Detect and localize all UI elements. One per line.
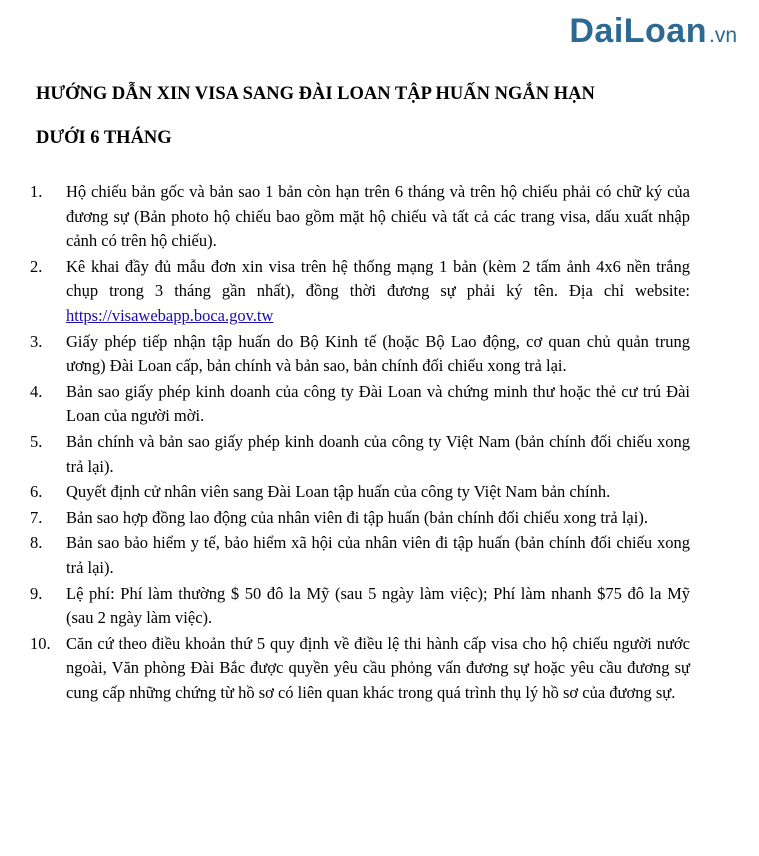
item-text-container: [66, 255, 690, 329]
item-text: Bản sao giấy phép kinh doanh của công ty Đài Loan và chứng minh thư hoặc thẻ cư trú Đài Loan của người mời.: [66, 381, 690, 426]
item-text: Kê khai đầy đủ mẫu đơn xin visa trên hệ thống mạng 1 bản (kèm 2 tấm ảnh 4x6 nền trắng chụp trong 3 tháng gần nhất), đồng thời đương sự phải ký tên. Địa chỉ website:: [66, 256, 690, 301]
list-item: [30, 480, 690, 505]
list-item: [30, 531, 690, 580]
item-number: 5.: [30, 431, 43, 451]
item-number: 1.: [30, 182, 43, 201]
item-text: Quyết định cử nhân viên sang Đài Loan tập huấn của công ty Việt Nam bản chính.: [66, 482, 611, 502]
item-text: Bản chính và bản sao giấy phép kinh doanh của công ty Việt Nam (bản chính đối chiếu xong trả lại).: [66, 431, 690, 476]
item-text: Bản sao hợp đồng lao động của nhân viên đi tập huấn (bản chính đối chiếu xong trả lại).: [66, 507, 648, 527]
list-item: [30, 380, 690, 429]
item-text: Bản sao bảo hiểm y tế, bảo hiểm xã hội của nhân viên đi tập huấn (bản chính đối chiếu xong trả lại).: [66, 533, 690, 577]
item-number: 4.: [30, 381, 43, 401]
site-logo[interactable]: [569, 12, 737, 51]
item-text: Căn cứ theo điều khoản thứ 5 quy định về điều lệ thi hành cấp visa cho hộ chiếu người nước ngoài, Văn phòng Đài Bắc được quyền yêu cầu phỏng vấn đương sự hoặc yêu cầu đương sự cung cấp những chứng từ hồ sơ có liên quan khác trong quá trình thụ lý hồ sơ của đương sự.: [66, 633, 690, 702]
visa-website-link[interactable]: https://visawebapp.boca.gov.tw: [66, 305, 274, 325]
requirements-list: [30, 180, 690, 706]
list-item: [30, 582, 690, 631]
title-line-2: DƯỚI 6 THÁNG: [36, 128, 172, 148]
logo-suffix-text: .vn: [708, 24, 737, 47]
item-text: Hộ chiếu bản gốc và bản sao 1 bản còn hạn trên 6 tháng và trên hộ chiếu phải có chữ ký của đương sự (Bản photo hộ chiếu bao gồm mặt hộ chiếu và tất cả các trang visa, dấu xuất nhập cảnh có trên hộ chiếu).: [66, 182, 690, 251]
list-item: [30, 430, 690, 479]
item-number: 6.: [30, 482, 43, 502]
list-item: [30, 255, 690, 329]
title-line-1: HƯỚNG DẪN XIN VISA SANG ĐÀI LOAN TẬP HUẤN NGẮN HẠN: [36, 84, 595, 104]
item-number: 3.: [30, 331, 43, 351]
list-item: [30, 632, 690, 706]
item-number: 10.: [30, 633, 51, 653]
item-number: 9.: [30, 583, 43, 603]
document-title: [36, 72, 726, 160]
list-item: [30, 330, 690, 379]
list-item: [30, 180, 690, 254]
item-text: Lệ phí: Phí làm thường $ 50 đô la Mỹ (sau 5 ngày làm việc); Phí làm nhanh $75 đô la Mỹ (sau 2 ngày làm việc).: [66, 583, 690, 628]
item-number: 7.: [30, 507, 43, 527]
item-number: 8.: [30, 533, 43, 553]
item-text: Giấy phép tiếp nhận tập huấn do Bộ Kinh tế (hoặc Bộ Lao động, cơ quan chủ quản trung ương) Đài Loan cấp, bản chính và bản sao, bản chính đối chiếu xong trả lại.: [66, 331, 690, 376]
list-item: [30, 506, 690, 531]
logo-main-text: DaiLoan: [569, 12, 707, 50]
item-number: 2.: [30, 256, 43, 276]
